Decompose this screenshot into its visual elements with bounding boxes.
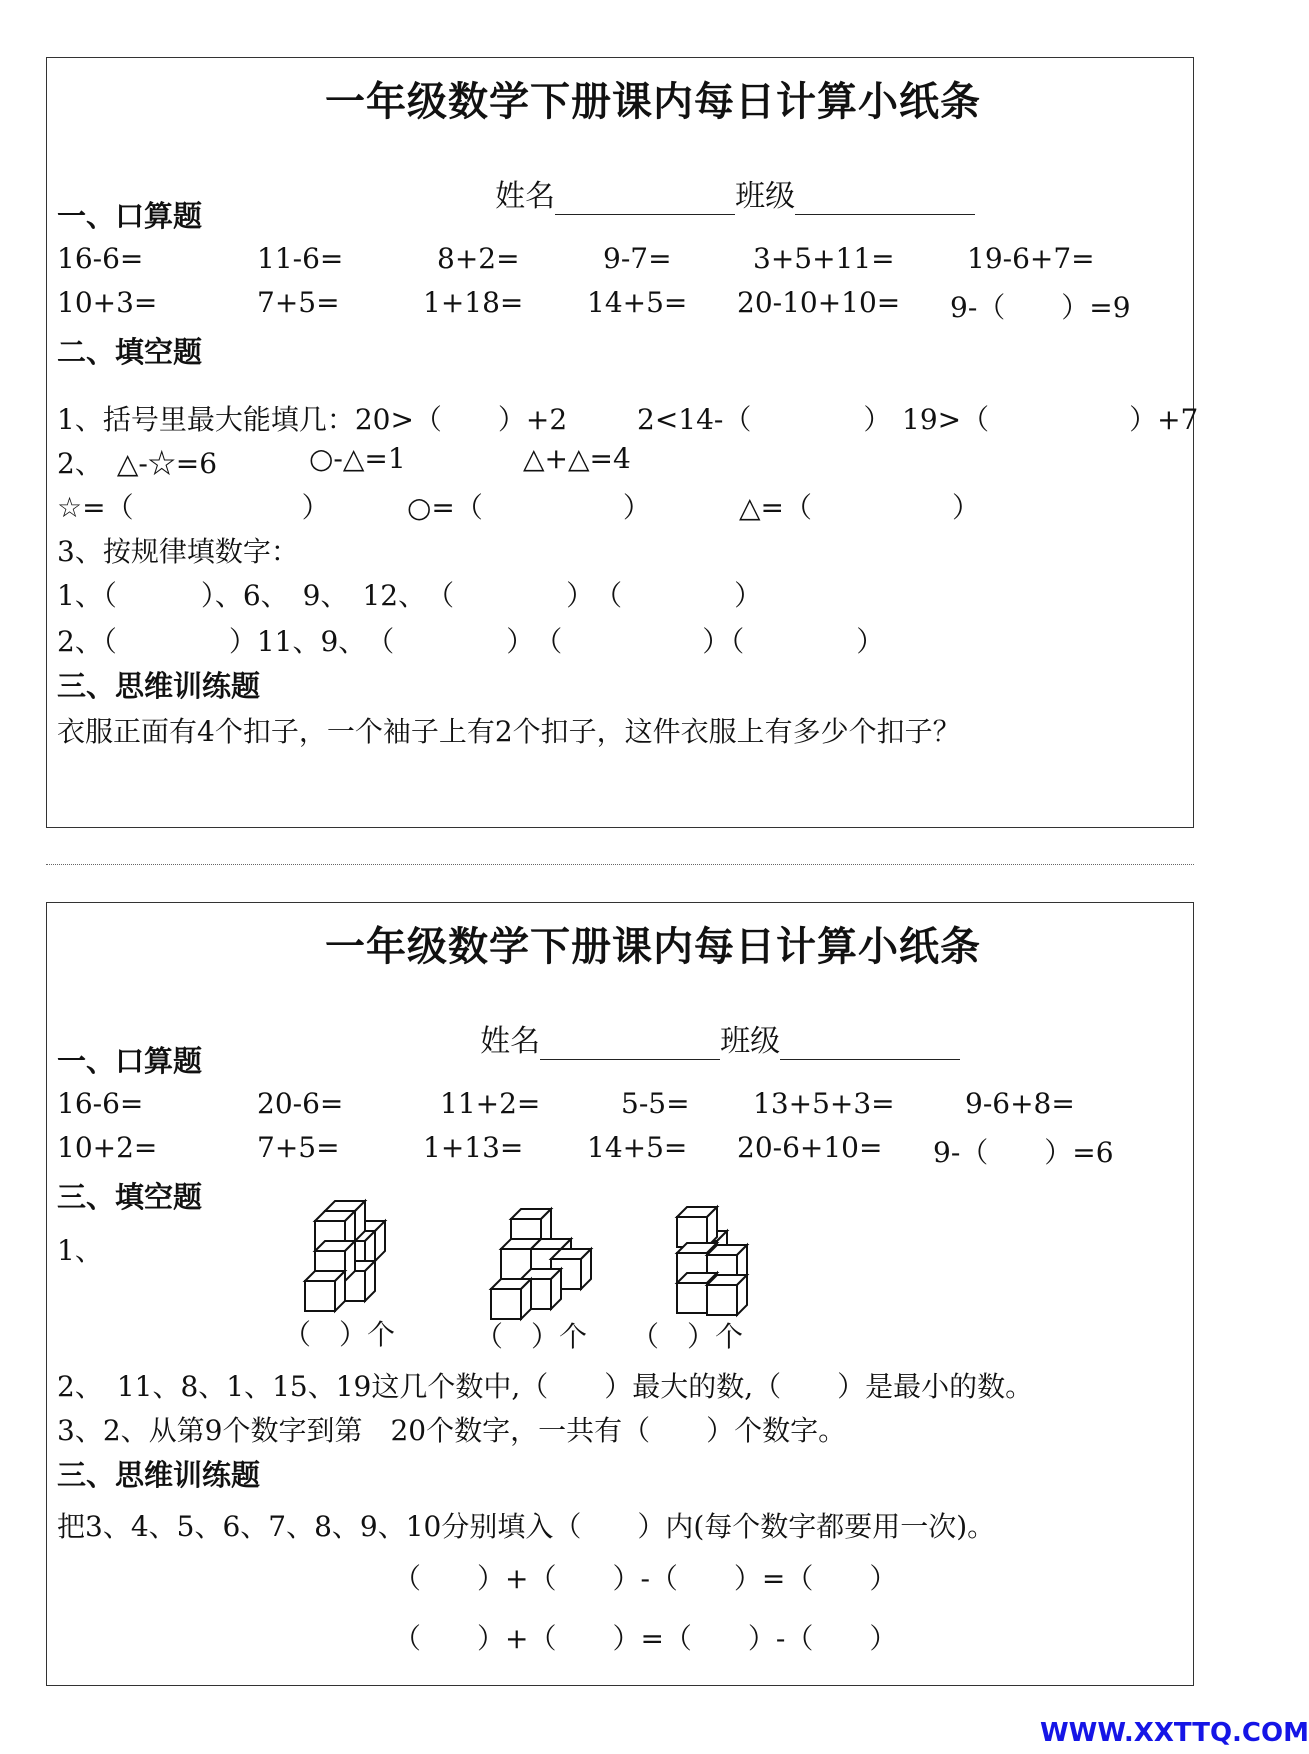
- oral-item: 8+2=: [437, 242, 520, 275]
- oral-item: 14+5=: [587, 1131, 688, 1164]
- sheet1-section-think: 三、思维训练题: [57, 669, 261, 703]
- oral-item: 3+5+11=: [753, 242, 895, 275]
- worksheet-1: [46, 57, 1199, 828]
- sheet1-section-oral: 一、口算题: [57, 199, 203, 233]
- sheet2-section-think: 三、思维训练题: [57, 1458, 261, 1492]
- oral-item: 7+5=: [257, 286, 340, 319]
- sheet1-name-class-line: [457, 136, 975, 250]
- fill-item: 2、 △-☆=6: [57, 447, 218, 480]
- oral-item: 14+5=: [587, 286, 688, 319]
- class-blank[interactable]: [795, 184, 975, 215]
- oral-item: 10+2=: [57, 1131, 158, 1164]
- cut-line: [46, 864, 1194, 865]
- oral-item: 9-（ ）=6: [933, 1136, 1114, 1169]
- oral-item: 11-6=: [257, 242, 344, 275]
- oral-item: 1+13=: [423, 1131, 524, 1164]
- name-blank[interactable]: [540, 1029, 720, 1060]
- oral-item: 11+2=: [440, 1087, 541, 1120]
- sheet1-title: 一年级数学下册课内每日计算小纸条: [325, 79, 981, 125]
- class-label: 班级: [720, 1024, 781, 1059]
- oral-item: 9-7=: [603, 242, 672, 275]
- fill-item: △=（ ）: [739, 491, 980, 524]
- fill-item: 1、括号里最大能填几：20>（ ）+2: [57, 403, 568, 436]
- cube-stack-3: [677, 1207, 747, 1315]
- sheet2-title: 一年级数学下册课内每日计算小纸条: [325, 924, 981, 970]
- cube-stack-1: [305, 1201, 385, 1311]
- think-question: 把3、4、5、6、7、8、9、10分别填入（ ）内(每个数字都要用一次)。: [57, 1510, 996, 1543]
- sheet1-section-fill: 二、填空题: [57, 335, 203, 369]
- oral-item: 20-6+10=: [737, 1131, 883, 1164]
- fill-item: 2、 11、8、1、15、19这几个数中,（ ）最大的数,（ ）是最小的数。: [57, 1370, 1034, 1403]
- fill-item: ○-△=1: [309, 442, 406, 475]
- name-blank[interactable]: [555, 184, 735, 215]
- site-watermark: WWW.XXTTQ.COM: [1040, 1718, 1309, 1748]
- fill-item: ○=（ ）: [407, 491, 651, 524]
- fill-item: 2、（ ）11、9、 （ ） （ ）（ ）: [57, 625, 885, 658]
- think-question: 衣服正面有4个扣子，一个袖子上有2个扣子，这件衣服上有多少个扣子？: [57, 715, 961, 748]
- sheet2-section-oral: 一、口算题: [57, 1044, 203, 1078]
- worksheet-2: [46, 902, 1194, 1686]
- fill-item: 2<14-（ ）: [637, 403, 892, 436]
- cube-stacks-figure: [287, 1193, 807, 1323]
- cube-answer: （ ）个: [475, 1320, 588, 1353]
- fill-item: 3、2、从第9个数字到第 20个数字，一共有（ ）个数字。: [57, 1414, 847, 1447]
- class-label: 班级: [735, 179, 796, 214]
- oral-item: 10+3=: [57, 286, 158, 319]
- sheet2-name-class-line: [442, 981, 960, 1095]
- name-label: 姓名: [480, 1024, 541, 1059]
- fill-item: △+△=4: [523, 442, 631, 475]
- oral-item: 13+5+3=: [753, 1087, 895, 1120]
- oral-item: 9-（ ）=9: [950, 291, 1131, 324]
- fill-item: 1、（ ）、6、 9、 12、 （ ） （ ）: [57, 579, 763, 612]
- cube-question-label: 1、: [57, 1234, 103, 1267]
- oral-item: 5-5=: [621, 1087, 690, 1120]
- fill-item: ☆=（ ）: [57, 491, 330, 524]
- oral-item: 16-6=: [57, 1087, 144, 1120]
- oral-item: 9-6+8=: [965, 1087, 1075, 1120]
- oral-item: 16-6=: [57, 242, 144, 275]
- cube-answer: （ ）个: [283, 1318, 396, 1351]
- equation-1: （ ）+（ ）-（ ）=（ ）: [393, 1562, 898, 1595]
- oral-item: 7+5=: [257, 1131, 340, 1164]
- cube-stack-2: [491, 1209, 591, 1319]
- oral-item: 20-10+10=: [737, 286, 901, 319]
- class-blank[interactable]: [780, 1029, 960, 1060]
- name-label: 姓名: [495, 179, 556, 214]
- equation-2: （ ）+（ ）=（ ）-（ ）: [393, 1622, 898, 1655]
- cube-answer: （ ）个: [631, 1320, 744, 1353]
- fill-item: 19>（ ）+7: [902, 403, 1199, 436]
- oral-item: 1+18=: [423, 286, 524, 319]
- oral-item: 19-6+7=: [967, 242, 1095, 275]
- fill-item: 3、按规律填数字：: [57, 535, 299, 568]
- sheet2-section-fill: 三、填空题: [57, 1180, 203, 1214]
- oral-item: 20-6=: [257, 1087, 344, 1120]
